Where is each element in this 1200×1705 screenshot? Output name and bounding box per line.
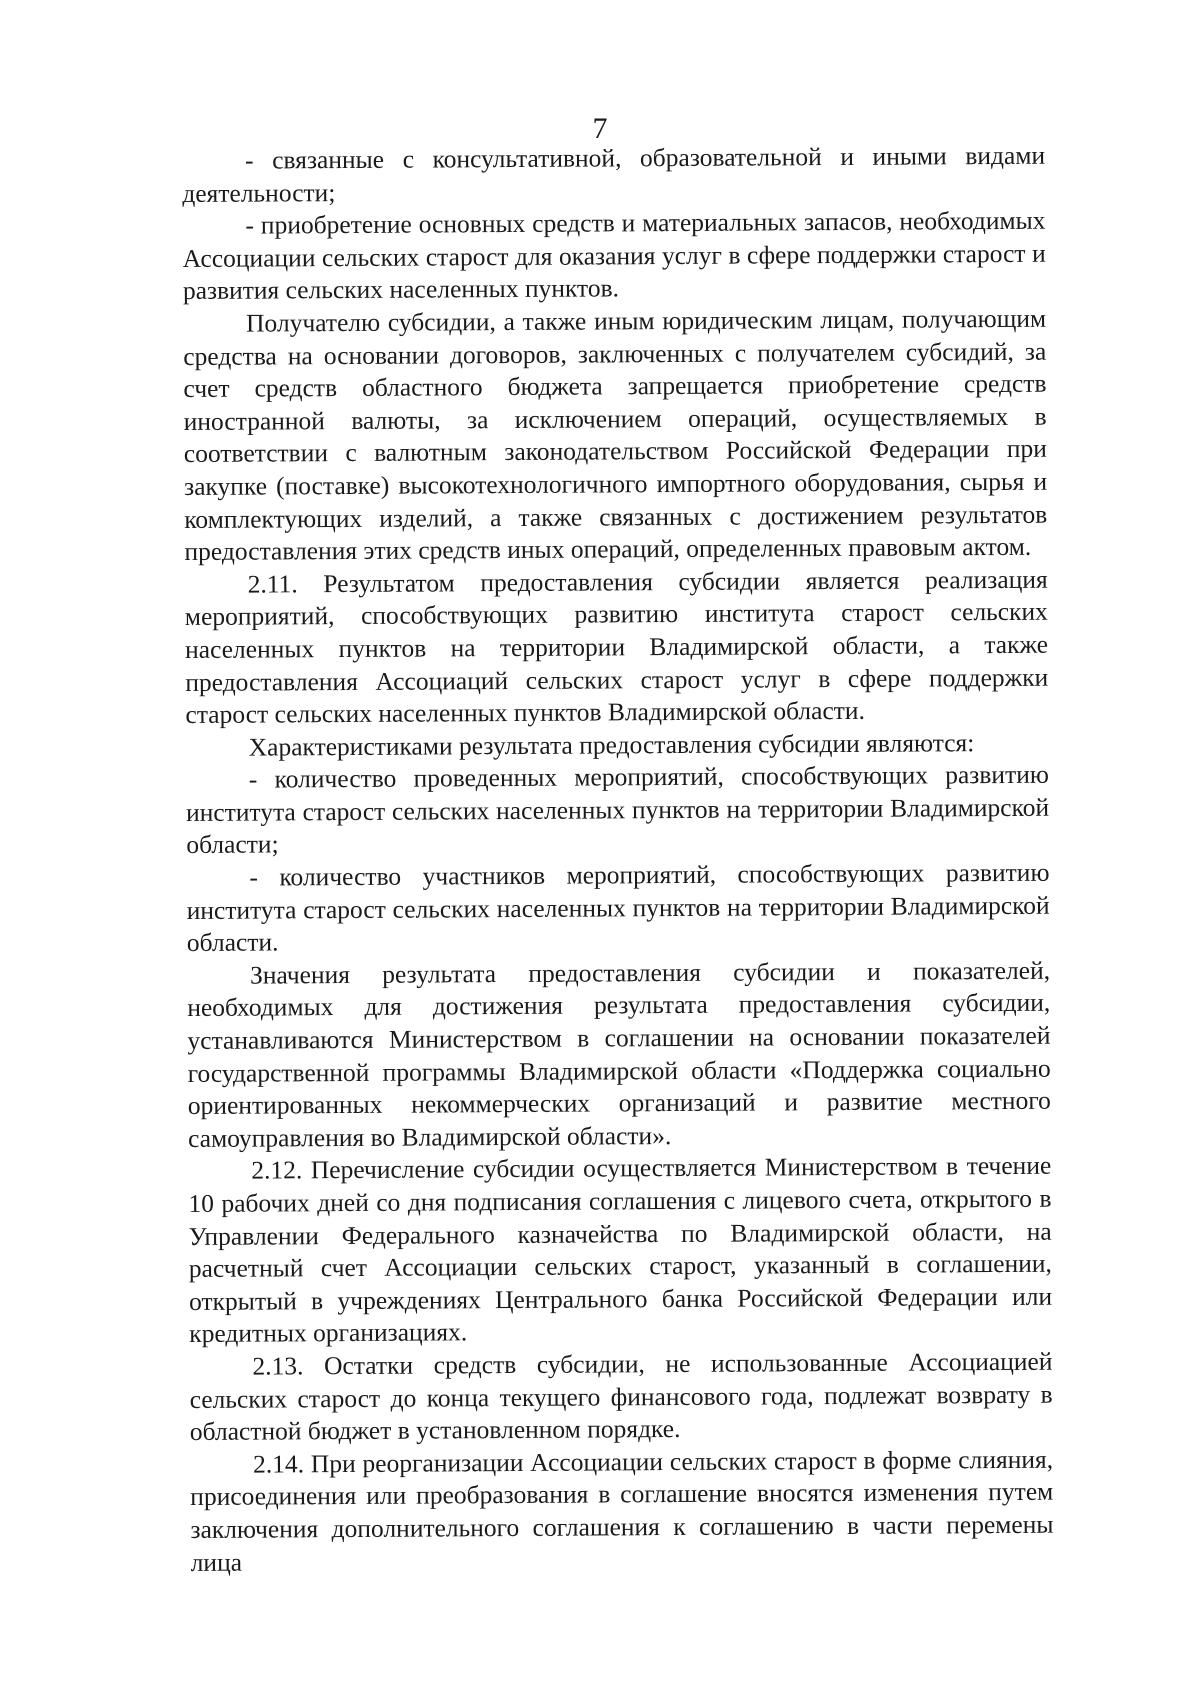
paragraph-2-12-transfer: 2.12. Перечисление субсидии осуществляется Министерством в течение 10 рабочих дней со дня подписания соглашения с лицевого счета, открытого в Управлении Федерального казначейства по Владимирской области, на расчетный счет Ассоциации сельских старост, указанный в соглашении, открытый в учреждениях Центрального банка Российской Федерации или кредитных организациях. [188, 1151, 1053, 1349]
paragraph-2-14-reorganization: 2.14. При реорганизации Ассоциации сельских старост в форме слияния, присоединения или преобразования в соглашение вносятся изменения путем заключения дополнительного соглашения к соглашению в части перемены лица [190, 1444, 1054, 1577]
paragraph-result-values: Значения результата предоставления субсидии и показателей, необходимых для достижения результата предоставления субсидии, устанавливаются Министерством в соглашении на основании показателей государственной программы Владимирской области «Поддержка социально ориентированных некоммерческих организаций и развитие местного самоуправления во Владимирской области». [187, 955, 1051, 1153]
paragraph-consulting-activities: - связанные с консультативной, образовательной и иными видами деятельности; [182, 140, 1046, 208]
paragraph-2-13-remainders: 2.13. Остатки средств субсидии, не использованные Ассоциацией сельских старост до конца текущего финансового года, подлежат возврату в областной бюджет в установленном порядке. [189, 1346, 1053, 1447]
paragraph-result-characteristics: Характеристиками результата предоставления субсидии являются: [248, 727, 975, 762]
paragraph-fixed-assets: - приобретение основных средств и материальных запасов, необходимых Ассоциации сельских старост для оказания услуг в сфере поддержки старост и развития сельских населенных пунктов. [182, 205, 1046, 306]
document-body [182, 140, 1054, 1579]
paragraph-currency-prohibition: Получателю субсидии, а также иным юридическим лицам, получающим средства на основании договоров, заключенных с получателем субсидий, за счет средств областного бюджета запрещается приобретение средств иностранной валюты, за исключением операций, осуществляемых в соответствии с валютным законодательством Российской Федерации при закупке (поставке) высокотехнологичного импортного оборудования, сырья и комплектующих изделий, а также связанных с достижением результатов предоставления этих средств иных операций, определенных правовым актом. [183, 303, 1048, 567]
page-number: 7 [592, 112, 608, 145]
paragraph-2-11-result: 2.11. Результатом предоставления субсидии является реализация мероприятий, способствующих развитию института старост сельских населенных пунктов на территории Владимирской области, а также предоставления Ассоциаций сельских старост услуг в сфере поддержки старост сельских населенных пунктов Владимирской области. [184, 564, 1049, 730]
paragraph-events-count: - количество проведенных мероприятий, способствующих развитию института старост сельских населенных пунктов на территории Владимирской области; [185, 759, 1050, 860]
paragraph-participants-count: - количество участников мероприятий, способствующих развитию института старост сельских населенных пунктов на территории Владимирской области. [186, 857, 1050, 958]
